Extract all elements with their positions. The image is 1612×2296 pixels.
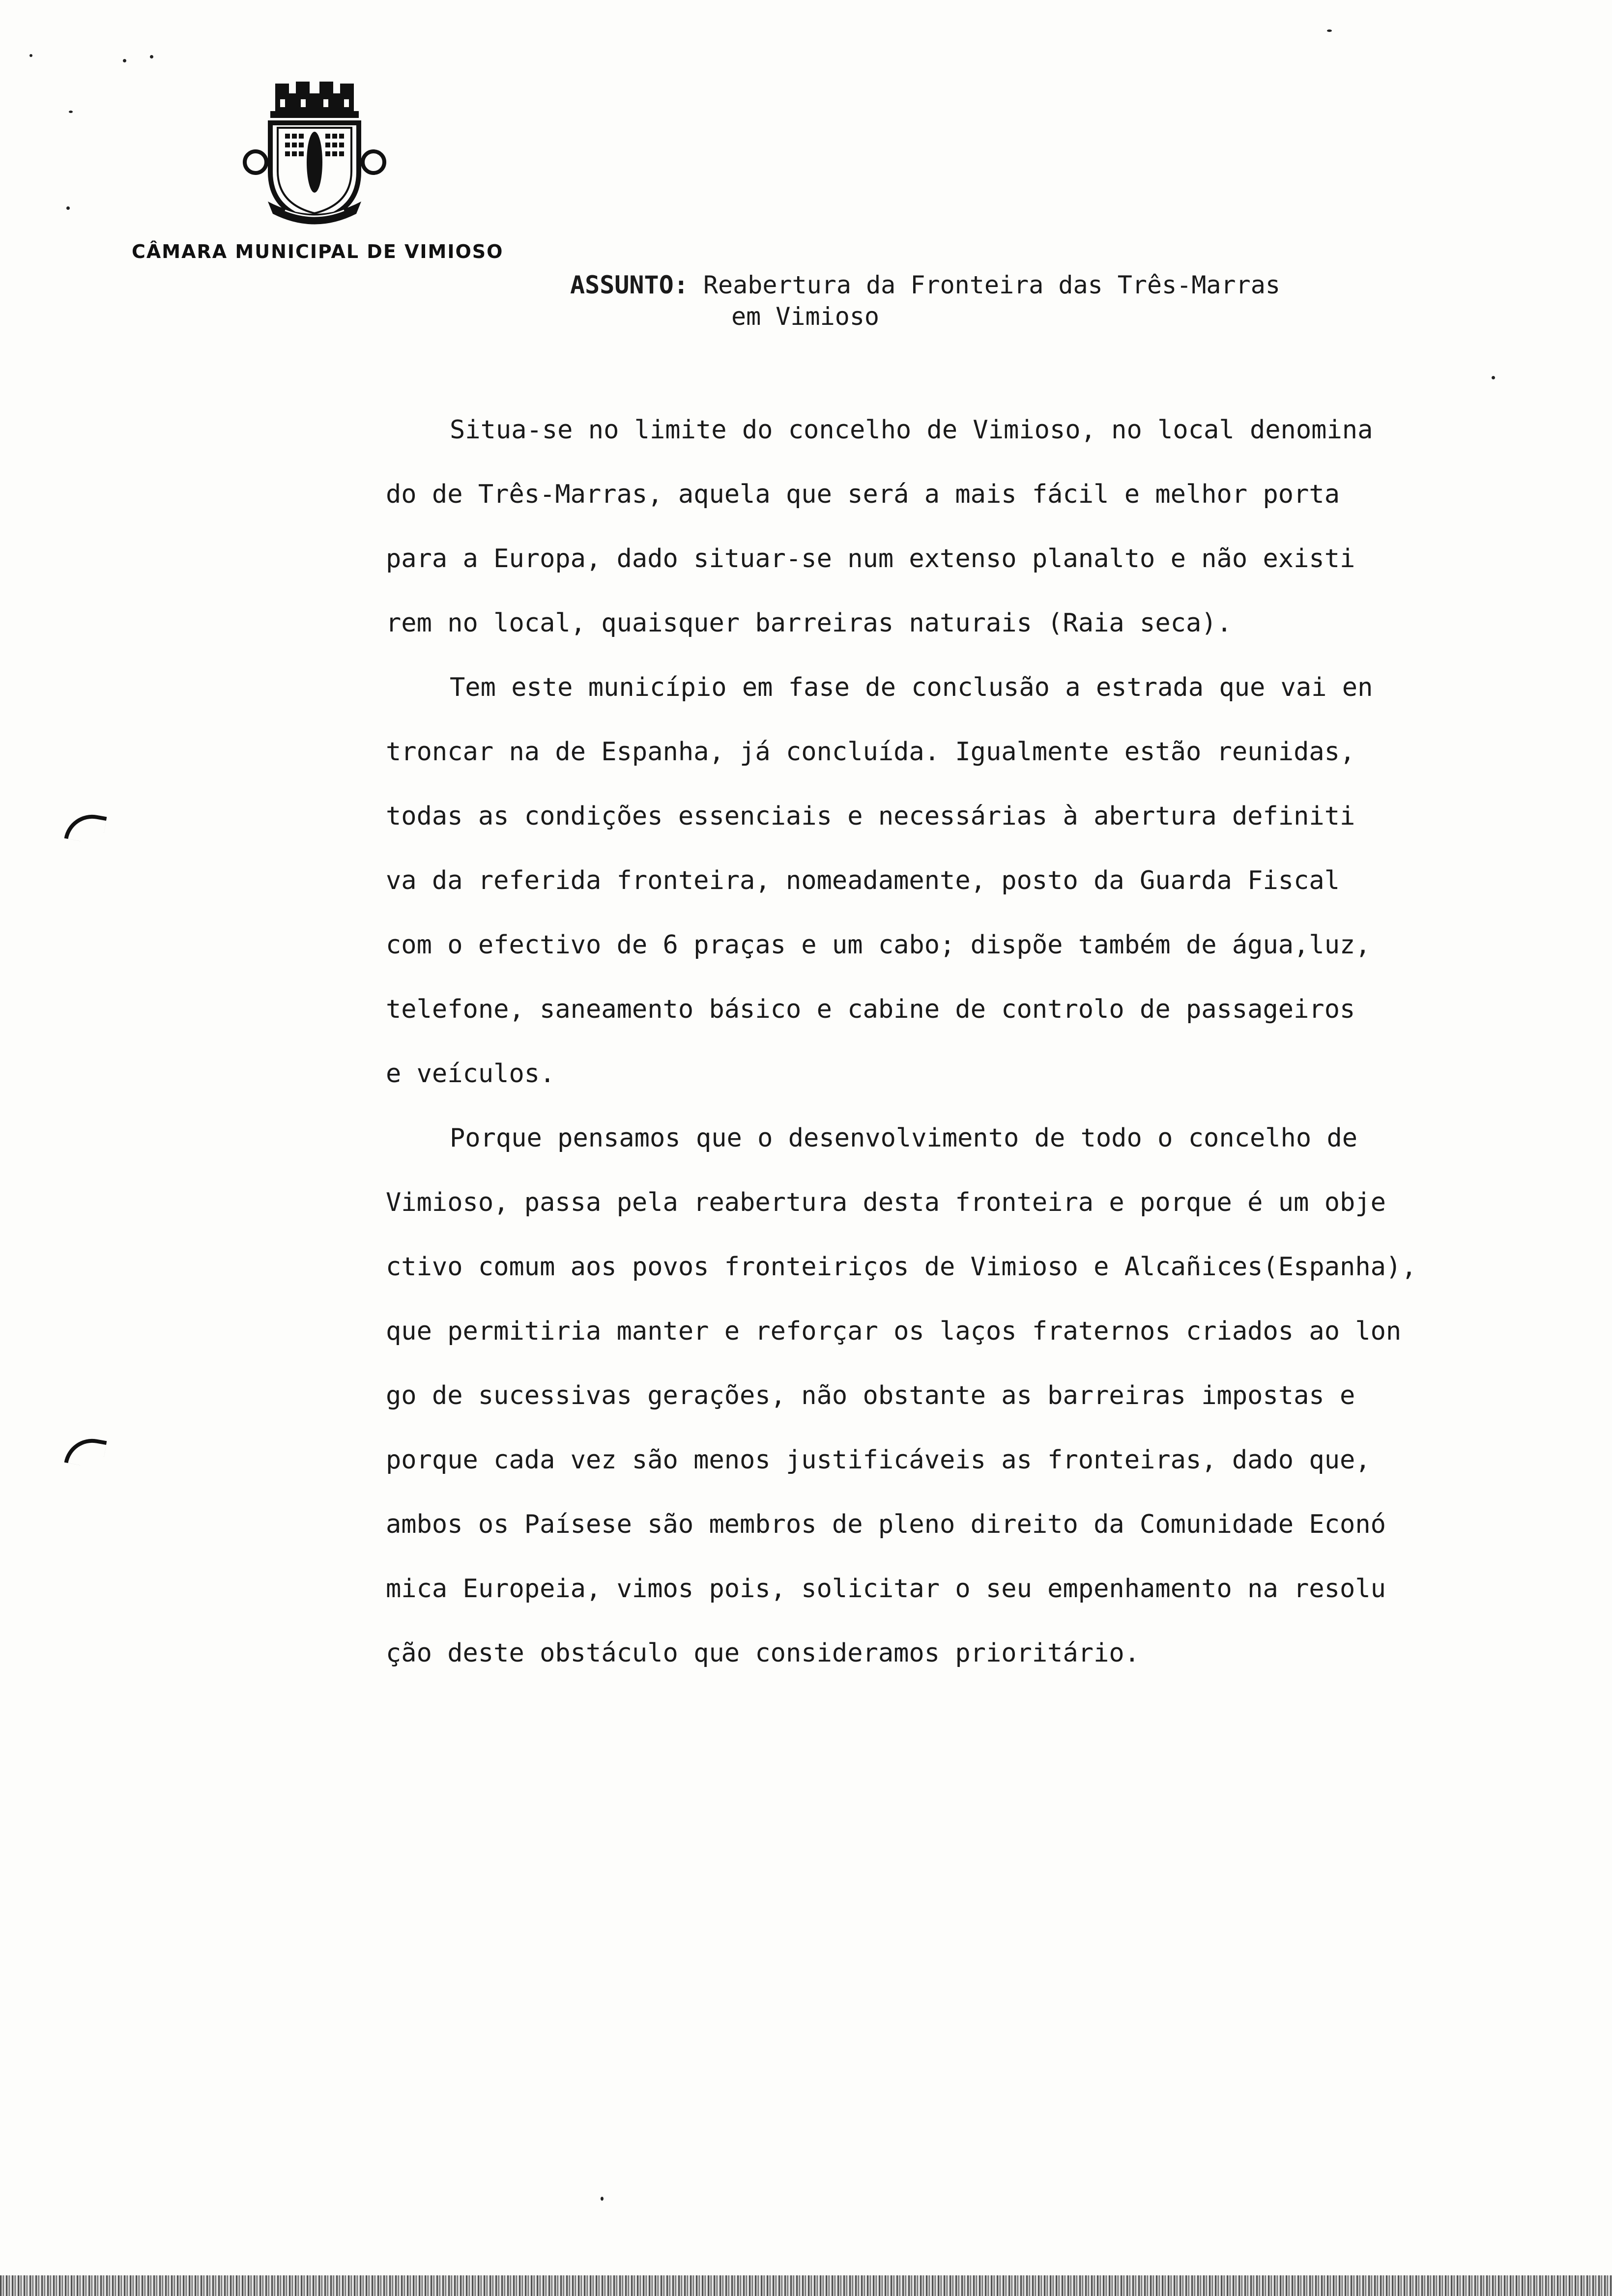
body-line: ctivo comum aos povos fronteiriços de Vimioso e Alcañices(Espanha), xyxy=(386,1252,1417,1282)
scan-speck xyxy=(69,111,73,113)
municipal-coat-of-arms-icon xyxy=(241,79,388,226)
body-line: mica Europeia, vimos pois, solicitar o seu empenhamento na resolu xyxy=(386,1574,1386,1604)
body-line: telefone, saneamento básico e cabine de controlo de passageiros xyxy=(386,995,1355,1024)
scan-speck xyxy=(123,59,126,62)
body-line: porque cada vez são menos justificáveis as fronteiras, dado que, xyxy=(386,1445,1371,1475)
body-line: ambos os Paísese são membros de pleno direito da Comunidade Econó xyxy=(386,1510,1386,1539)
subject-label: ASSUNTO: xyxy=(570,271,689,299)
issuer-name: CÂMARA MUNICIPAL DE VIMIOSO xyxy=(132,241,504,262)
body-line: e veículos. xyxy=(386,1059,555,1089)
scan-speck xyxy=(1492,376,1495,379)
punch-hole-mark xyxy=(64,810,107,845)
scan-speck xyxy=(150,55,153,58)
scan-speck xyxy=(1327,29,1332,32)
body-line: va da referida fronteira, nomeadamente, posto da Guarda Fiscal xyxy=(386,866,1340,895)
body-line: rem no local, quaisquer barreiras naturais (Raia seca). xyxy=(386,608,1232,638)
body-line: todas as condições essenciais e necessárias à abertura definiti xyxy=(386,802,1355,831)
body-line: Vimioso, passa pela reabertura desta fronteira e porque é um obje xyxy=(386,1188,1386,1217)
body-line: que permitiria manter e reforçar os laços fraternos criados ao lon xyxy=(386,1317,1402,1346)
subject-line-1: Reabertura da Fronteira das Três-Marras xyxy=(703,271,1280,299)
body-line: Situa-se no limite do concelho de Vimioso, no local denomina xyxy=(450,415,1373,445)
body-line: Porque pensamos que o desenvolvimento de todo o concelho de xyxy=(450,1123,1358,1153)
body-line: go de sucessivas gerações, não obstante as barreiras impostas e xyxy=(386,1381,1355,1410)
body-line: do de Três-Marras, aquela que será a mais fácil e melhor porta xyxy=(386,480,1340,509)
body-line: Tem este município em fase de conclusão a estrada que vai en xyxy=(450,673,1373,702)
subject-block xyxy=(570,269,1280,332)
subject-line-2: em Vimioso xyxy=(731,302,880,331)
scan-edge-noise xyxy=(0,2275,1612,2296)
letter-body xyxy=(386,398,1531,1686)
body-line: para a Europa, dado situar-se num extenso planalto e não existi xyxy=(386,544,1355,574)
body-line: com o efectivo de 6 praças e um cabo; dispõe também de água,luz, xyxy=(386,930,1371,960)
body-line: ção deste obstáculo que consideramos prioritário. xyxy=(386,1638,1140,1668)
body-line: troncar na de Espanha, já concluída. Igualmente estão reunidas, xyxy=(386,737,1355,767)
scan-speck xyxy=(601,2197,604,2201)
scan-speck xyxy=(66,206,70,210)
punch-hole-mark xyxy=(64,1435,107,1469)
scan-speck xyxy=(29,54,32,57)
